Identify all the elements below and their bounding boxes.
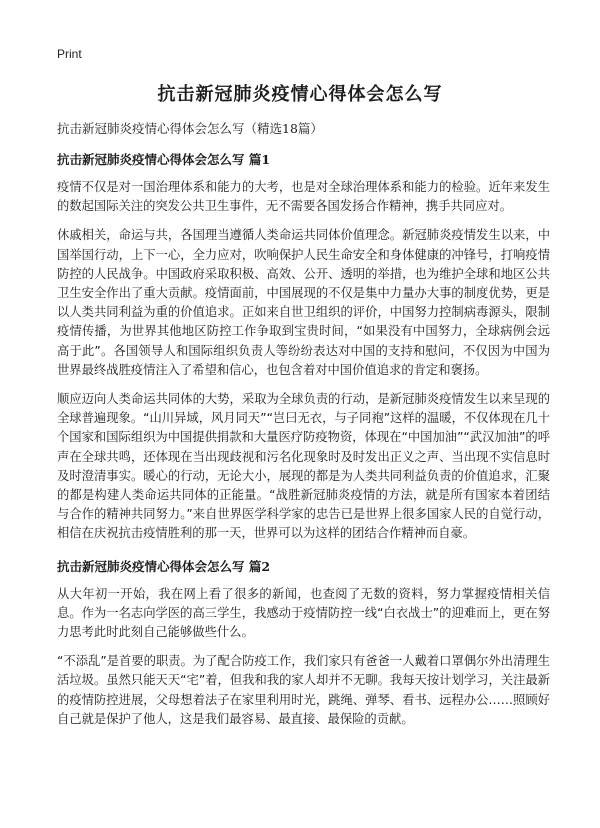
paragraph: 顺应迈向人类命运共同体的大势，采取为全球负责的行动，是新冠肺炎疫情发生以来呈现的全球普遍现象。“山川异域，风月同天”“岂曰无衣，与子同袍”这样的温暖，不仅体现在几十个国家和国际组织为中国提供捐款和大量医疗防疫物资，体现在“中国加油”“武汉加油”的呼声在全球共鸣，还体现在当出现歧视和污名化现象时及时发出正义之声、当出现不实信息时及时澄清事实。暖心的行动，无论大小，展现的都是为人类共同利益负责的价值追求，汇聚的都是构建人类命运共同体的正能量。“战胜新冠肺炎疫情的方法，就是所有国家本着团结与合作的精神共同努力。”来自世界医学科学家的忠告已是世界上很多国家人民的自觉行动，相信在庆祝抗击疫情胜利的那一天，世界可以为这样的团结合作精神而自豪。 [57, 392, 550, 541]
page-title: 抗击新冠肺炎疫情心得体会怎么写 [157, 84, 443, 105]
article-subtitle: 抗击新冠肺炎疫情心得体会怎么写（精选18篇） [57, 121, 323, 136]
print-link[interactable]: Print [57, 47, 82, 61]
paragraph: “不添乱”是首要的职责。为了配合防疫工作，我们家只有爸爸一人戴着口罩偶尔外出清理生活垃圾。虽然只能天天“宅”着，但我和我的家人却并不无聊。我每天按计划学习，关注最新的疫情防控进展，父母想着法子在家里利用时光，跳绳、弹琴、看书、远程办公……照顾好自己就是保护了他人，这是我们最容易、最直接、最保险的贡献。 [57, 654, 550, 726]
section-heading-2: 抗击新冠肺炎疫情心得体会怎么写 篇2 [57, 558, 271, 574]
paragraph: 从大年初一开始，我在网上看了很多的新闻，也查阅了无数的资料，努力掌握疫情相关信息。作为一名志向学医的高三学生，我感动于疫情防控一线“白衣战士”的迎难而上，更在努力思考此时此刻自己能够做些什么。 [57, 586, 550, 640]
paragraph: 休戚相关，命运与共，各国理当遵循人类命运共同体价值理念。新冠肺炎疫情发生以来，中国举国行动，上下一心，全力应对，吹响保护人民生命安全和身体健康的冲锋号，打响疫情防控的人民战争。中国政府采取积极、高效、公开、透明的举措，也为维护全球和地区公共卫生安全作出了重大贡献。疫情面前，中国展现的不仅是集中力量办大事的制度优势，更是以人类共同利益为重的价值追求。正如来自世卫组织的评价，中国努力控制病毒源头，限制疫情传播，为世界其他地区防控工作争取到宝贵时间，“如果没有中国努力，全球病例会远高于此”。各国领导人和国际组织负责人等纷纷表达对中国的支持和慰问，不仅因为中国为世界最终战胜疫情注入了希望和信心，也包含着对中国价值追求的肯定和褒扬。 [57, 228, 550, 377]
article-body [57, 120, 550, 739]
paragraph: 疫情不仅是对一国治理体系和能力的大考，也是对全球治理体系和能力的检验。近年来发生的数起国际关注的突发公共卫生事件，无不需要各国发扬合作精神，携手共同应对。 [57, 180, 550, 214]
section-heading-1: 抗击新冠肺炎疫情心得体会怎么写 篇1 [57, 152, 271, 167]
